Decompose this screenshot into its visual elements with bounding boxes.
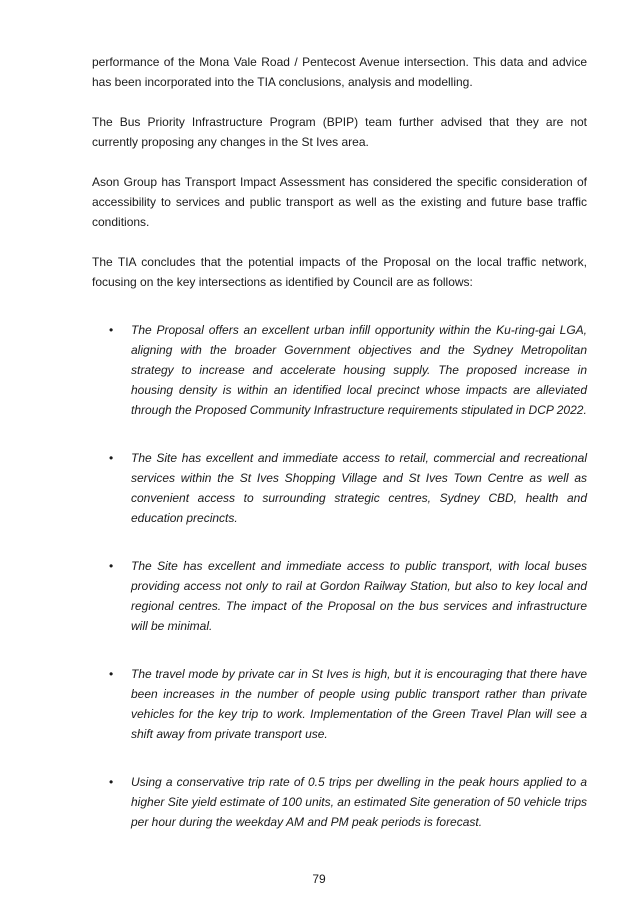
- conclusions-list: [92, 320, 587, 832]
- bullet-icon: •: [109, 775, 114, 789]
- bullet-icon: •: [109, 323, 114, 337]
- paragraph-tia-conclusions: The TIA concludes that the potential impacts of the Proposal on the local traffic network, focusing on the key intersections as identified by Council are as follows:: [92, 255, 587, 289]
- list-item-text: Using a conservative trip rate of 0.5 trips per dwelling in the peak hours applied to a higher Site yield estimate of 100 units, an estimated Site generation of 50 vehicle trips per hour during the weekday AM and PM peak periods is forecast.: [131, 775, 587, 829]
- list-item-text: The Site has excellent and immediate access to retail, commercial and recreational services within the St Ives Shopping Village and St Ives Town Centre as well as convenient access to surrounding strategic centres, Sydney CBD, health and education precincts.: [131, 451, 587, 525]
- list-item-text: The travel mode by private car in St Ives is high, but it is encouraging that there have been increases in the number of people using public transport rather than private vehicles for the key trip to work. Implementation of the Green Travel Plan will see a shift away from private transport use.: [131, 667, 587, 741]
- paragraph-mona-vale: performance of the Mona Vale Road / Pentecost Avenue intersection. This data and advice has been incorporated into the TIA conclusions, analysis and modelling.: [92, 55, 587, 89]
- list-item: [92, 664, 587, 744]
- list-item-text: The Proposal offers an excellent urban infill opportunity within the Ku-ring-gai LGA, aligning with the broader Government objectives and the Sydney Metropolitan strategy to increase and accelerate housing supply. The proposed increase in housing density is within an identified local precinct whose impacts are alleviated through the Proposed Community Infrastructure requirements stipulated in DCP 2022.: [131, 323, 587, 417]
- list-item-text: The Site has excellent and immediate access to public transport, with local buses providing access not only to rail at Gordon Railway Station, but also to key local and regional centres. The impact of the Proposal on the bus services and infrastructure will be minimal.: [131, 559, 587, 633]
- paragraph-ason-group: Ason Group has Transport Impact Assessment has considered the specific consideration of accessibility to services and public transport as well as the existing and future base traffic conditions.: [92, 175, 587, 229]
- bullet-icon: •: [109, 451, 114, 465]
- bullet-icon: •: [109, 667, 114, 681]
- list-item: [92, 448, 587, 528]
- page-content: [92, 52, 587, 860]
- list-item: [92, 772, 587, 832]
- list-item: [92, 556, 587, 636]
- bullet-icon: •: [109, 559, 114, 573]
- page-number: 79: [312, 872, 326, 886]
- list-item: [92, 320, 587, 420]
- paragraph-bpip: The Bus Priority Infrastructure Program (BPIP) team further advised that they are not currently proposing any changes in the St Ives area.: [92, 115, 587, 149]
